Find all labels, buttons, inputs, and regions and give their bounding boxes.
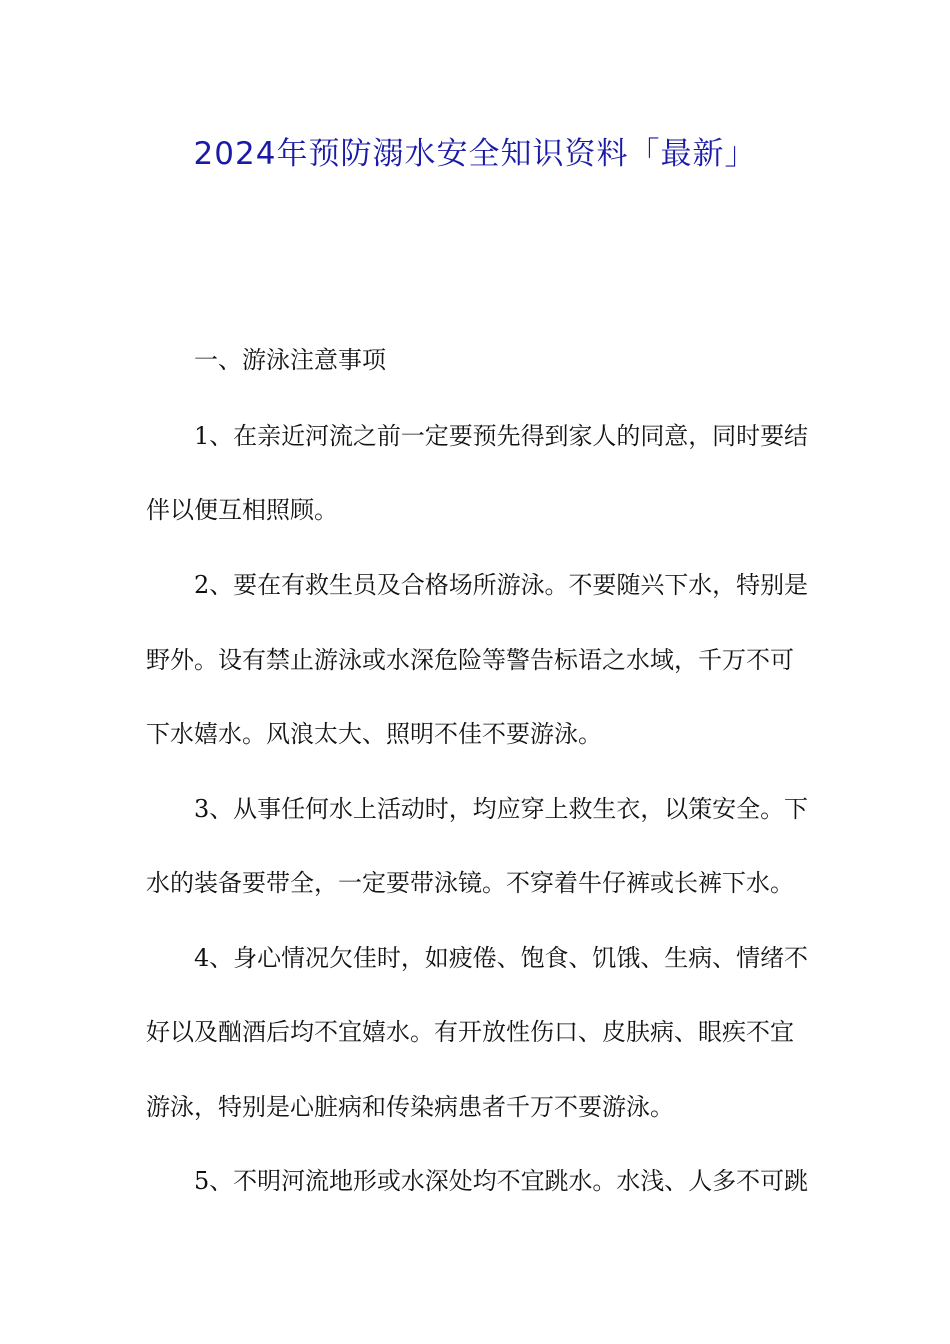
paragraph-line: 1、在亲近河流之前一定要预先得到家人的同意，同时要结 bbox=[194, 422, 808, 450]
paragraph-line: 4、身心情况欠佳时，如疲倦、饱食、饥饿、生病、情绪不 bbox=[194, 944, 808, 972]
paragraph-line: 下水嬉水。风浪太大、照明不佳不要游泳。 bbox=[146, 720, 602, 748]
paragraph-line: 好以及酗酒后均不宜嬉水。有开放性伤口、皮肤病、眼疾不宜 bbox=[146, 1018, 794, 1046]
paragraph-line: 3、从事任何水上活动时，均应穿上救生衣，以策安全。下 bbox=[194, 795, 808, 823]
paragraph-line: 野外。设有禁止游泳或水深危险等警告标语之水域，千万不可 bbox=[146, 646, 794, 674]
document-title: 2024年预防溺水安全知识资料「最新」 bbox=[193, 136, 757, 172]
paragraph-line: 5、不明河流地形或水深处均不宜跳水。水浅、人多不可跳 bbox=[194, 1167, 808, 1195]
paragraph-line: 游泳，特别是心脏病和传染病患者千万不要游泳。 bbox=[146, 1093, 674, 1121]
section-heading: 一、游泳注意事项 bbox=[194, 346, 386, 374]
paragraph-line: 伴以便互相照顾。 bbox=[146, 496, 338, 524]
paragraph-line: 2、要在有救生员及合格场所游泳。不要随兴下水，特别是 bbox=[194, 571, 808, 599]
paragraph-line: 水的装备要带全，一定要带泳镜。不穿着牛仔裤或长裤下水。 bbox=[146, 869, 794, 897]
